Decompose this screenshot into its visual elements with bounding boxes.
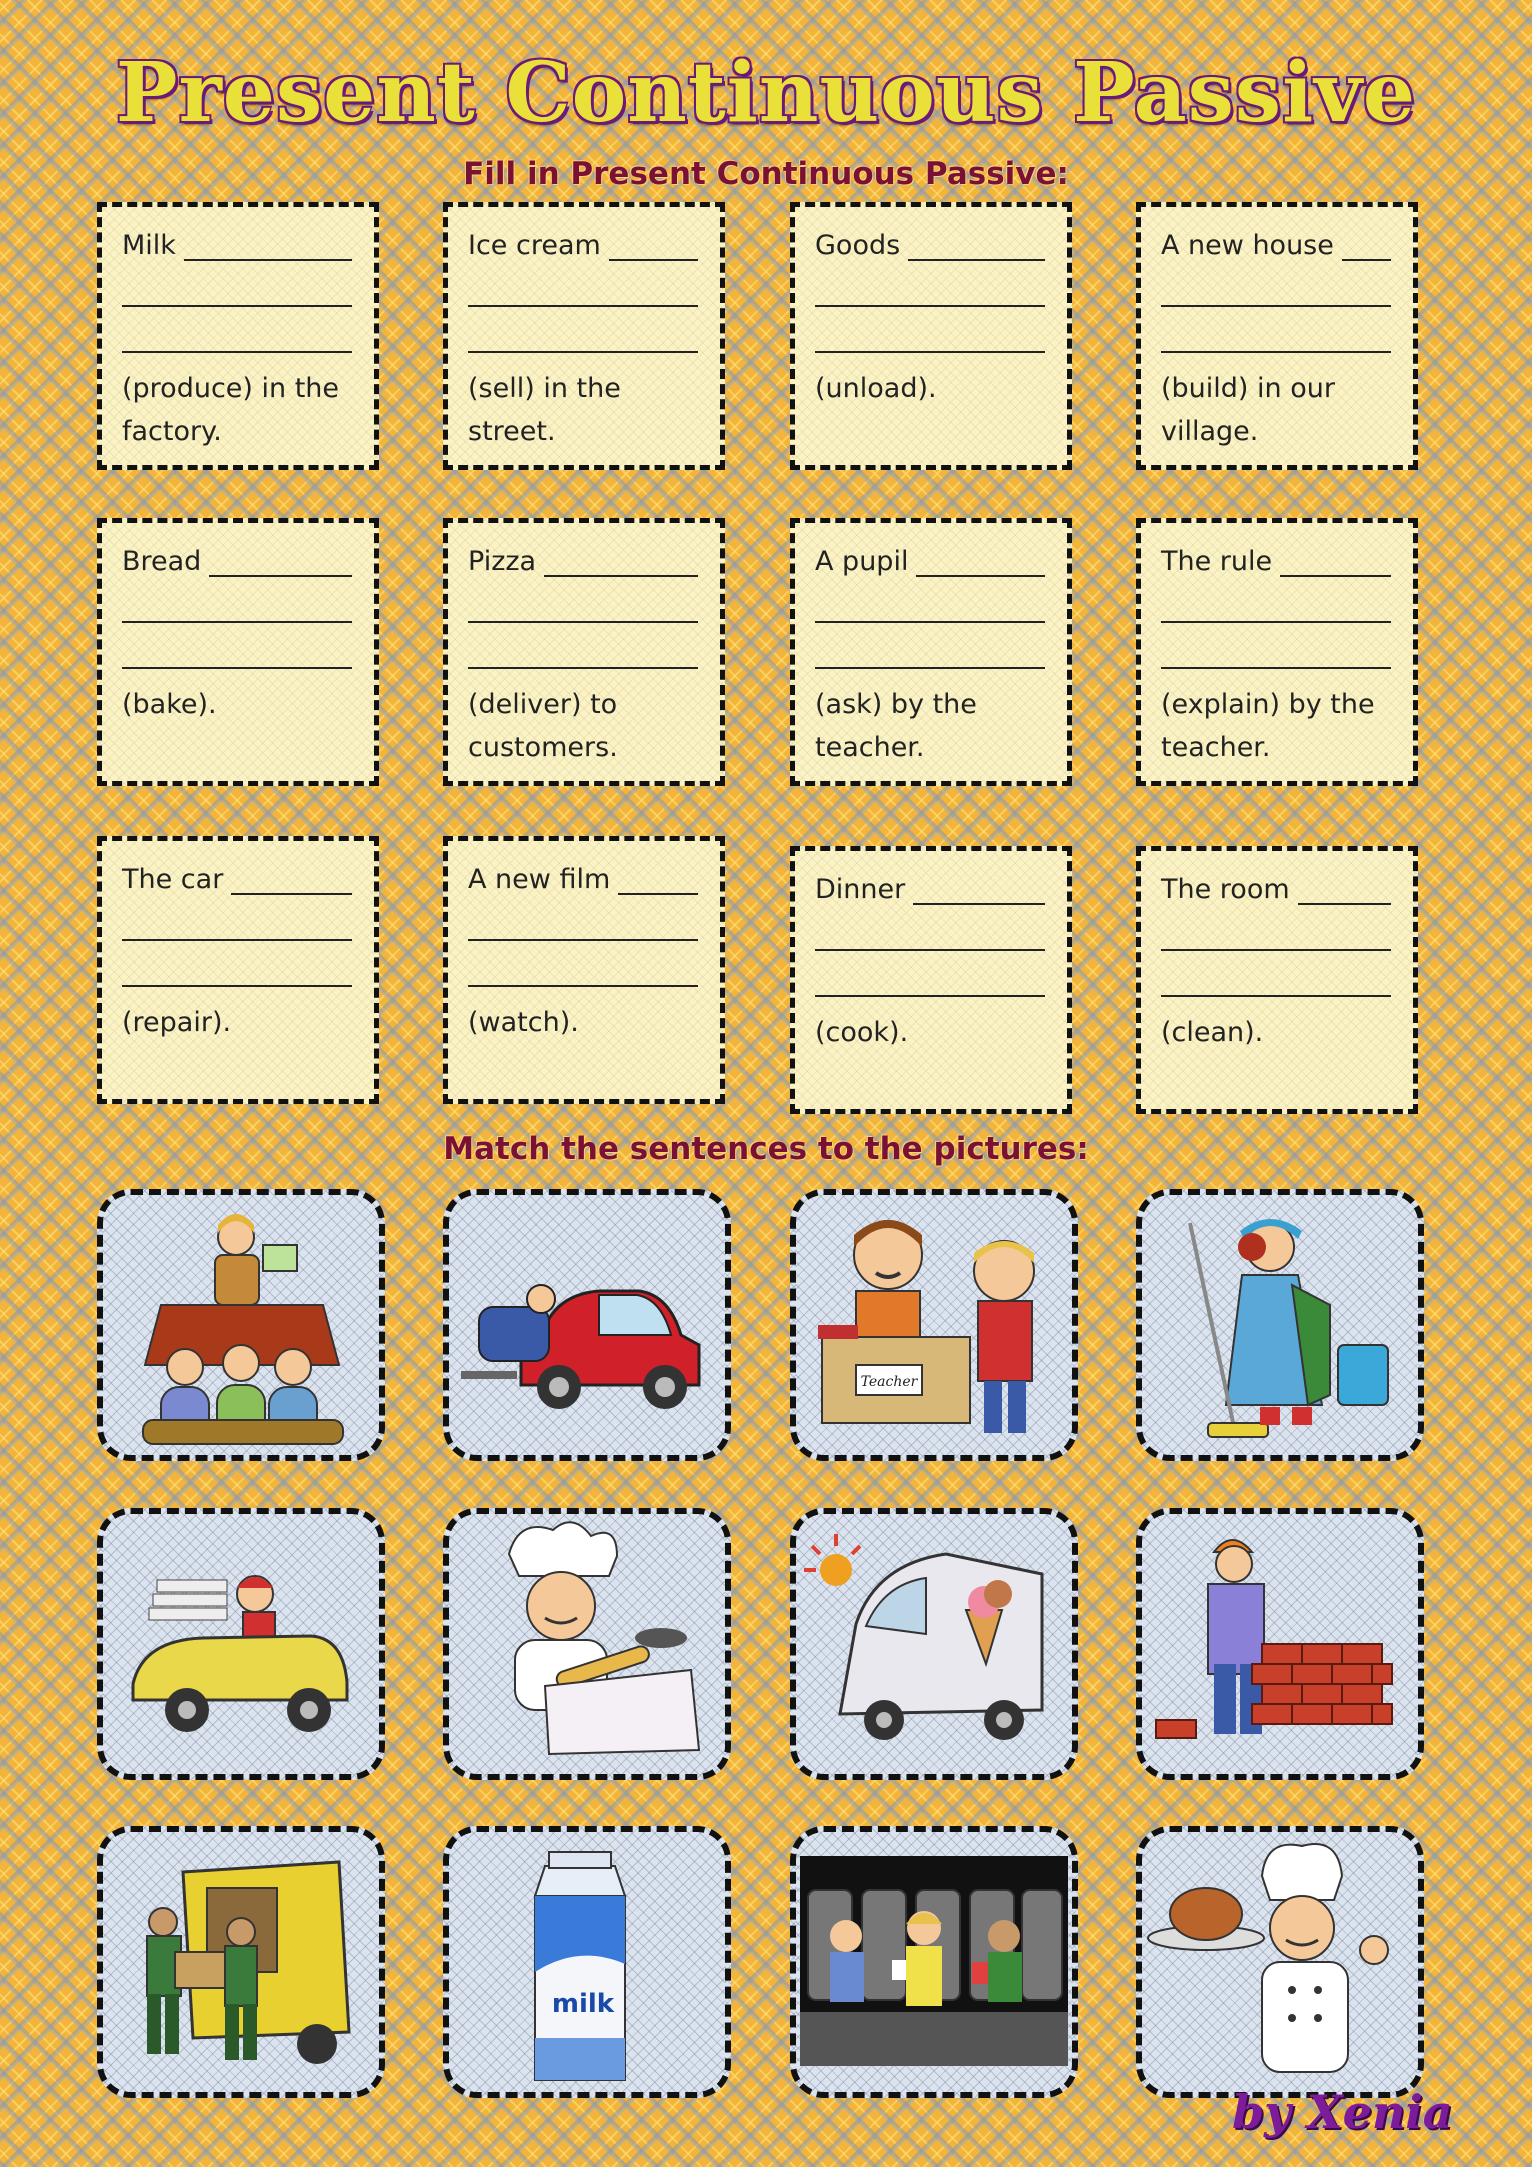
answer-line[interactable] (122, 577, 352, 623)
card-subject: Bread (122, 546, 202, 577)
picture-cinema-audience[interactable] (790, 1826, 1078, 2098)
picture-baker[interactable] (443, 1508, 731, 1780)
hint-line: village. (1161, 416, 1259, 447)
answer-line[interactable] (1161, 577, 1391, 623)
card-first-line (1161, 539, 1391, 577)
answer-line[interactable] (1161, 951, 1391, 997)
card-subject: Dinner (815, 874, 906, 905)
fill-in-instructions: Fill in Present Continuous Passive: (463, 156, 1069, 192)
answer-line[interactable] (122, 941, 352, 987)
answer-blank[interactable] (1280, 547, 1391, 577)
hint-line: (explain) by the (1161, 689, 1375, 720)
answer-line[interactable] (815, 261, 1045, 307)
verb-hint (122, 367, 352, 453)
verb-hint (1161, 367, 1391, 453)
card-first-line (815, 539, 1045, 577)
exercise-card[interactable] (790, 518, 1072, 786)
answer-blank[interactable] (618, 865, 698, 895)
teacher-sign-label: Teacher (860, 1374, 918, 1390)
picture-bricklayer[interactable] (1136, 1508, 1424, 1780)
answer-blank[interactable] (544, 547, 698, 577)
exercise-card[interactable] (1136, 846, 1418, 1114)
bricklayer-icon (1142, 1514, 1418, 1774)
answer-line[interactable] (1161, 261, 1391, 307)
teacher-and-pupil-icon (796, 1195, 1072, 1455)
card-first-line (122, 223, 352, 261)
verb-hint (468, 1001, 698, 1044)
answer-line[interactable] (1161, 623, 1391, 669)
teacher-with-students-icon (103, 1195, 379, 1455)
exercise-card[interactable] (790, 846, 1072, 1114)
answer-line[interactable] (815, 577, 1045, 623)
answer-blank[interactable] (609, 231, 698, 261)
hint-line: customers. (468, 732, 618, 763)
card-first-line (468, 857, 698, 895)
hint-line: (watch). (468, 1007, 579, 1038)
hint-line: teacher. (815, 732, 925, 763)
picture-milk-carton[interactable] (443, 1826, 731, 2098)
answer-line[interactable] (468, 895, 698, 941)
card-first-line (468, 539, 698, 577)
cinema-audience-icon (796, 1832, 1072, 2092)
milk-carton-icon (449, 1832, 725, 2092)
hint-line: (ask) by the (815, 689, 977, 720)
exercise-card[interactable] (443, 518, 725, 786)
answer-blank[interactable] (209, 547, 352, 577)
card-first-line (122, 857, 352, 895)
answer-blank[interactable] (1298, 875, 1391, 905)
hint-line: (unload). (815, 373, 937, 404)
exercise-card[interactable] (1136, 202, 1418, 470)
chef-with-turkey-icon (1142, 1832, 1418, 2092)
ice-cream-van-icon (796, 1514, 1072, 1774)
answer-blank[interactable] (916, 547, 1045, 577)
card-first-line (468, 223, 698, 261)
card-subject: The rule (1161, 546, 1273, 577)
answer-line[interactable] (122, 261, 352, 307)
hint-line: (sell) in the (468, 373, 621, 404)
picture-ice-cream-van[interactable] (790, 1508, 1078, 1780)
verb-hint (1161, 683, 1391, 769)
card-first-line (1161, 223, 1391, 261)
card-subject: A new house (1161, 230, 1334, 261)
answer-blank[interactable] (231, 865, 352, 895)
answer-blank[interactable] (913, 875, 1045, 905)
card-subject: Milk (122, 230, 176, 261)
hint-line: (bake). (122, 689, 217, 720)
answer-line[interactable] (815, 905, 1045, 951)
card-first-line (815, 867, 1045, 905)
verb-hint (468, 367, 698, 453)
verb-hint (468, 683, 698, 769)
exercise-card[interactable] (443, 202, 725, 470)
picture-chef-with-turkey[interactable] (1136, 1826, 1424, 2098)
answer-line[interactable] (122, 895, 352, 941)
card-subject: Pizza (468, 546, 537, 577)
card-subject: Ice cream (468, 230, 601, 261)
verb-hint (815, 367, 1045, 410)
answer-line[interactable] (1161, 307, 1391, 353)
hint-line: (deliver) to (468, 689, 618, 720)
hint-line: teacher. (1161, 732, 1271, 763)
verb-hint (1161, 1011, 1391, 1054)
verb-hint (122, 1001, 352, 1044)
card-subject: The car (122, 864, 224, 895)
picture-unloading-truck[interactable] (97, 1826, 385, 2098)
picture-teacher-and-pupil[interactable] (790, 1189, 1078, 1461)
answer-line[interactable] (468, 577, 698, 623)
worksheet-title: Present Continuous Passive (115, 45, 1417, 141)
answer-line[interactable] (122, 307, 352, 353)
hint-line: factory. (122, 416, 222, 447)
cleaning-lady-icon (1142, 1195, 1418, 1455)
answer-line[interactable] (815, 623, 1045, 669)
milk-label: milk (551, 1989, 615, 2019)
exercise-card[interactable] (97, 836, 379, 1104)
matching-instructions: Match the sentences to the pictures: (443, 1131, 1089, 1167)
answer-blank[interactable] (184, 231, 352, 261)
hint-line: (cook). (815, 1017, 909, 1048)
hint-line: (repair). (122, 1007, 232, 1038)
picture-pizza-delivery[interactable] (97, 1508, 385, 1780)
card-first-line (1161, 867, 1391, 905)
picture-cleaning-lady[interactable] (1136, 1189, 1424, 1461)
verb-hint (815, 1011, 1045, 1054)
answer-line[interactable] (1161, 905, 1391, 951)
answer-line[interactable] (468, 623, 698, 669)
answer-line[interactable] (468, 261, 698, 307)
card-subject: A new film (468, 864, 611, 895)
picture-car-repair[interactable] (443, 1189, 731, 1461)
hint-line: (build) in our (1161, 373, 1335, 404)
card-first-line (815, 223, 1045, 261)
answer-line[interactable] (815, 307, 1045, 353)
hint-line: (produce) in the (122, 373, 340, 404)
exercise-card[interactable] (97, 518, 379, 786)
exercise-card[interactable] (443, 836, 725, 1104)
answer-line[interactable] (122, 623, 352, 669)
unloading-truck-icon (103, 1832, 379, 2092)
exercise-card[interactable] (790, 202, 1072, 470)
card-first-line (122, 539, 352, 577)
baker-icon (449, 1514, 725, 1774)
exercise-card[interactable] (97, 202, 379, 470)
card-subject: Goods (815, 230, 901, 261)
car-repair-icon (449, 1195, 725, 1455)
verb-hint (122, 683, 352, 726)
exercise-card[interactable] (1136, 518, 1418, 786)
answer-blank[interactable] (1342, 231, 1391, 261)
hint-line: (clean). (1161, 1017, 1264, 1048)
answer-line[interactable] (468, 307, 698, 353)
hint-line: street. (468, 416, 556, 447)
card-subject: The room (1161, 874, 1290, 905)
answer-line[interactable] (468, 941, 698, 987)
card-subject: A pupil (815, 546, 909, 577)
answer-blank[interactable] (908, 231, 1045, 261)
verb-hint (815, 683, 1045, 769)
answer-line[interactable] (815, 951, 1045, 997)
picture-teacher-with-students[interactable] (97, 1189, 385, 1461)
pizza-delivery-icon (103, 1514, 379, 1774)
author-signature: by Xenia (1232, 2085, 1453, 2139)
